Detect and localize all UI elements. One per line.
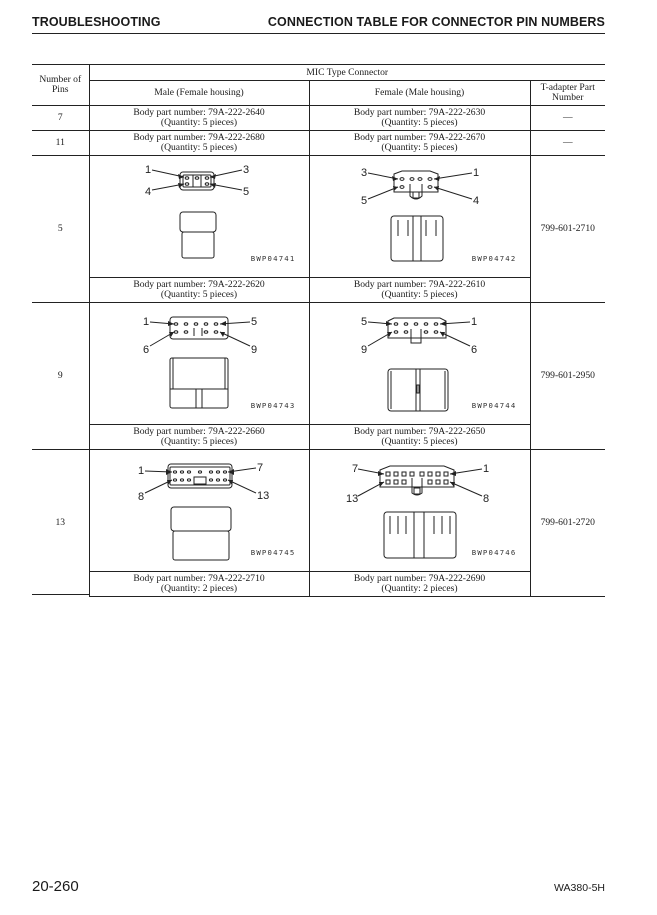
female-part-cell [309,106,530,131]
pin-label: 4 [472,195,479,207]
pin-label: 4 [144,186,151,198]
header-rule [32,33,605,34]
pins-cell: 7 [32,106,89,131]
male-part-number: Body part number: 79A-222-2710 [133,573,265,584]
tadapter-none: — [562,112,573,123]
pin-label: 5 [242,186,249,198]
page-number: 20-260 [32,878,79,895]
female-part-number: Body part number: 79A-222-2630 [353,107,486,118]
female-part-cell [309,572,530,597]
pins-cell: 5 [32,156,89,303]
col-header-female: Female (Male housing) [309,81,530,106]
col-header-tadapter: T-adapter Part Number [530,81,605,106]
pin-label: 5 [250,316,257,328]
figure-code: BWP04745 [250,548,296,557]
female-quantity: (Quantity: 2 pieces) [381,583,458,594]
female-connector-figure [309,450,530,572]
male-quantity: (Quantity: 5 pieces) [160,142,238,153]
pin-label: 6 [142,344,149,356]
table-row [32,450,605,572]
pin-label: 9 [250,344,257,356]
figure-code: BWP04742 [471,254,517,263]
male-connector-figure [89,450,309,572]
pin-label: 13 [256,490,269,502]
female-connector-figure [309,303,530,425]
pins-cell: 9 [32,303,89,450]
group-header-mic: MIC Type Connector [89,65,605,81]
pin-label: 1 [470,316,477,328]
connector-table [32,64,605,597]
female-quantity: (Quantity: 5 pieces) [381,436,458,447]
figure-code: BWP04741 [250,254,296,263]
male-part-number: Body part number: 79A-222-2620 [133,279,265,290]
pin-label: 1 [142,316,149,328]
male-quantity: (Quantity: 5 pieces) [160,117,238,128]
pin-label: 8 [137,491,144,503]
female-part-number: Body part number: 79A-222-2670 [353,132,486,143]
female-connector-figure [309,156,530,278]
pin-label: 9 [360,344,367,356]
male-part-number: Body part number: 79A-222-2680 [133,132,265,143]
pin-label: 7 [351,463,358,475]
tadapter-cell: 799-601-2950 [530,303,605,450]
female-part-cell [309,278,530,303]
male-part-cell [89,278,309,303]
tadapter-cell: 799-601-2720 [530,450,605,597]
male-part-cell [89,106,309,131]
female-part-number: Body part number: 79A-222-2610 [353,279,486,290]
table-row [32,156,605,278]
male-part-cell [89,425,309,450]
male-part-number: Body part number: 79A-222-2640 [133,107,265,118]
pin-label: 5 [360,316,367,328]
pin-label: 8 [482,493,489,505]
tadapter-cell [530,131,605,156]
pin-label: 7 [256,462,263,474]
male-connector-figure [89,156,309,278]
table-row [32,303,605,425]
female-part-cell [309,131,530,156]
page-title: CONNECTION TABLE FOR CONNECTOR PIN NUMBERS [267,15,605,29]
pin-label: 3 [360,167,367,179]
male-quantity: (Quantity: 2 pieces) [160,583,238,594]
male-quantity: (Quantity: 5 pieces) [160,436,238,447]
male-part-cell [89,572,309,597]
table-row [32,131,605,156]
col-header-male: Male (Female housing) [89,81,309,106]
pin-label: 3 [242,164,249,176]
pin-label: 1 [482,463,489,475]
female-quantity: (Quantity: 5 pieces) [381,117,458,128]
section-title: TROUBLESHOOTING [32,15,161,29]
model-number: WA380-5H [554,882,605,894]
male-part-number: Body part number: 79A-222-2660 [133,426,265,437]
female-quantity: (Quantity: 5 pieces) [381,289,458,300]
male-part-cell [89,131,309,156]
tadapter-cell [530,106,605,131]
pin-label: 1 [137,465,144,477]
tadapter-cell: 799-601-2710 [530,156,605,303]
pin-label: 1 [144,164,151,176]
male-connector-figure [89,303,309,425]
figure-code: BWP04744 [471,401,517,410]
pins-cell: 13 [32,450,89,597]
female-part-number: Body part number: 79A-222-2650 [353,426,486,437]
pins-cell: 11 [32,131,89,156]
female-quantity: (Quantity: 5 pieces) [381,142,458,153]
pin-label: 5 [360,195,367,207]
tadapter-none: — [562,137,573,148]
col-header-pins: Number of Pins [32,65,89,106]
female-part-cell [309,425,530,450]
female-part-number: Body part number: 79A-222-2690 [353,573,486,584]
figure-code: BWP04746 [471,548,517,557]
pin-label: 1 [472,167,479,179]
table-bottom-rule [32,594,89,595]
table-row [32,106,605,131]
male-quantity: (Quantity: 5 pieces) [160,289,238,300]
figure-code: BWP04743 [250,401,296,410]
pin-label: 13 [345,493,358,505]
pin-label: 6 [470,344,477,356]
